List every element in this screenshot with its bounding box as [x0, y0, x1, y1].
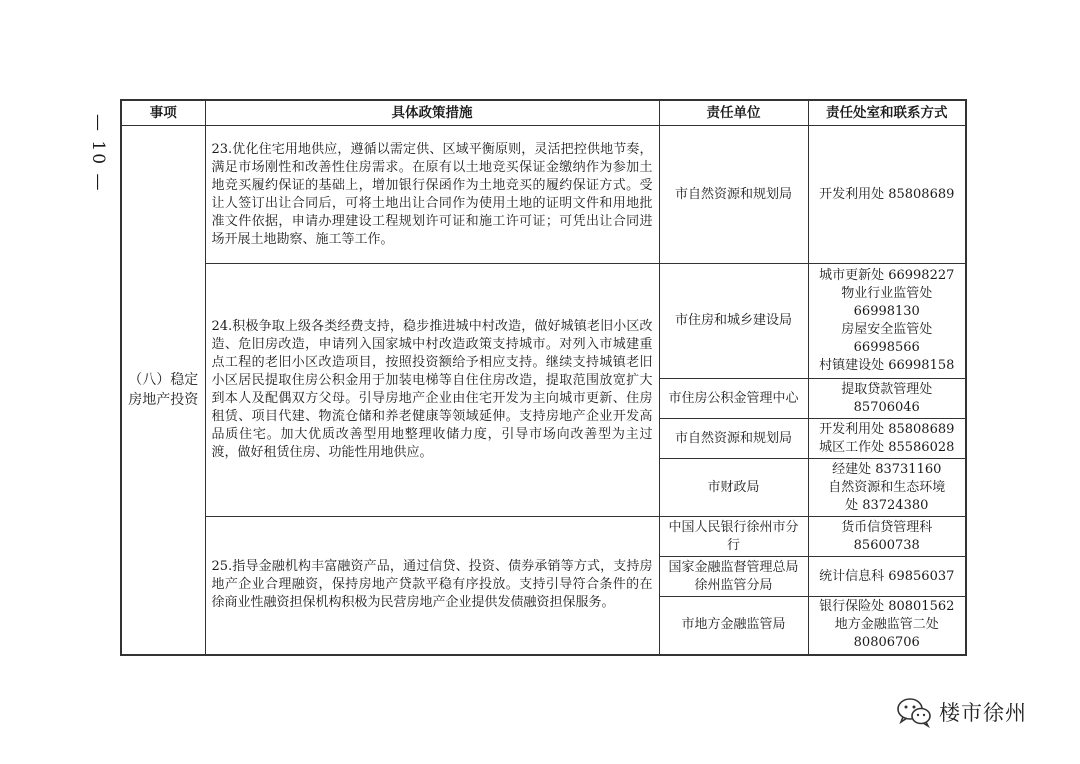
contact-line: 城市更新处 66998227 — [819, 268, 955, 283]
unit-cell: 中国人民银行徐州市分行 — [659, 517, 808, 557]
unit-cell: 国家金融监督管理总局徐州监管分局 — [659, 557, 808, 597]
header-contact: 责任处室和联系方式 — [808, 100, 966, 126]
measure-23: 23.优化住宅用地供应，遵循以需定供、区域平衡原则，灵活把控供地节奏，满足市场刚性和改善性住房需求。在原有以土地竞买保证金缴纳作为参加土地竞买履约保证的基础上，增加银行保函作为土地竞买的履约保证方式。受让人签订出让合同后，可将土地出让合同作为使用土地的证明文件和用地批准文件依据，申请办理建设工程规划许可证和施工许可证；可凭出让合同进场开展土地勘察、施工等工作。 — [205, 126, 659, 264]
contact-line: 66998566 — [853, 340, 920, 355]
contact-line: 80806706 — [853, 635, 920, 651]
unit-cell: 市财政局 — [659, 459, 808, 517]
header-measures: 具体政策措施 — [205, 100, 659, 126]
table-row — [121, 264, 966, 379]
contact-line: 村镇建设处 66998158 — [819, 358, 955, 373]
contact-line: 66998130 — [853, 304, 920, 319]
contact-cell — [808, 264, 966, 379]
contact-cell — [808, 126, 966, 264]
contact-cell — [808, 557, 966, 597]
contact-cell — [808, 597, 966, 655]
contact-line: 开发利用处 85808689 — [819, 186, 955, 202]
contact-line: 提取贷款管理处 — [841, 381, 933, 397]
watermark-text: 楼市徐州 — [939, 701, 1027, 725]
contact-cell — [808, 517, 966, 557]
contact-line: 处 83724380 — [845, 497, 929, 513]
measure-24: 24.积极争取上级各类经费支持，稳步推进城中村改造，做好城镇老旧小区改造、危旧房改造，申请列入国家城中村改造政策支持城市。对列入市城建重点工程的老旧小区改造项目，按照投资额给予相应支持。继续支持城镇老旧小区居民提取住房公积金用于加装电梯等自住住房改造，提取范围放宽扩大到本人及配偶双方父母。引导房地产企业由住宅开发为主向城市更新、住房租赁、项目代建、物流仓储和养老健康等领域延伸。支持房地产企业开发高品质住宅。加大优质改善型用地整理收储力度，引导市场向改善型为主过渡，做好租赁住房、功能性用地供应。 — [205, 264, 659, 517]
contact-line: 经建处 83731160 — [832, 461, 942, 477]
category-cell: （八）稳定房地产投资 — [121, 126, 205, 655]
header-unit: 责任单位 — [659, 100, 808, 126]
contact-cell — [808, 419, 966, 459]
contact-line: 地方金融监管二处 — [834, 617, 939, 633]
contact-line: 85600738 — [853, 537, 920, 553]
unit-cell: 市住房和城乡建设局 — [659, 264, 808, 379]
contact-line: 物业行业监管处 — [841, 286, 933, 301]
contact-cell — [808, 459, 966, 517]
header-item: 事项 — [121, 100, 205, 126]
measure-25: 25.指导金融机构丰富融资产品，通过信贷、投资、债券承销等方式，支持房地产企业合理融资，保持房地产贷款平稳有序投放。支持引导符合条件的在徐商业性融资担保机构积极为民营房地产企业提供发债融资担保服务。 — [205, 517, 659, 655]
table-header-row — [121, 100, 966, 126]
contact-cell — [808, 379, 966, 419]
table-row — [121, 517, 966, 557]
contact-line: 统计信息科 69856037 — [819, 568, 955, 584]
unit-cell: 市自然资源和规划局 — [659, 419, 808, 459]
unit-cell: 市自然资源和规划局 — [659, 126, 808, 264]
table-row — [121, 126, 966, 264]
watermark — [895, 696, 1027, 728]
page-number: — 10 — — [88, 113, 108, 193]
contact-line: 自然资源和生态环境 — [828, 479, 946, 495]
unit-cell: 市地方金融监管局 — [659, 597, 808, 655]
contact-line: 房屋安全监管处 — [841, 322, 933, 337]
wechat-icon — [895, 696, 933, 728]
contact-line: 货币信贷管理科 — [841, 519, 933, 535]
contact-line: 开发利用处 85808689 — [819, 421, 955, 437]
contact-line: 85706046 — [853, 399, 920, 415]
contact-line: 城区工作处 85586028 — [819, 439, 955, 455]
policy-table — [120, 99, 967, 656]
contact-line: 银行保险处 80801562 — [819, 599, 955, 615]
unit-cell: 市住房公积金管理中心 — [659, 379, 808, 419]
